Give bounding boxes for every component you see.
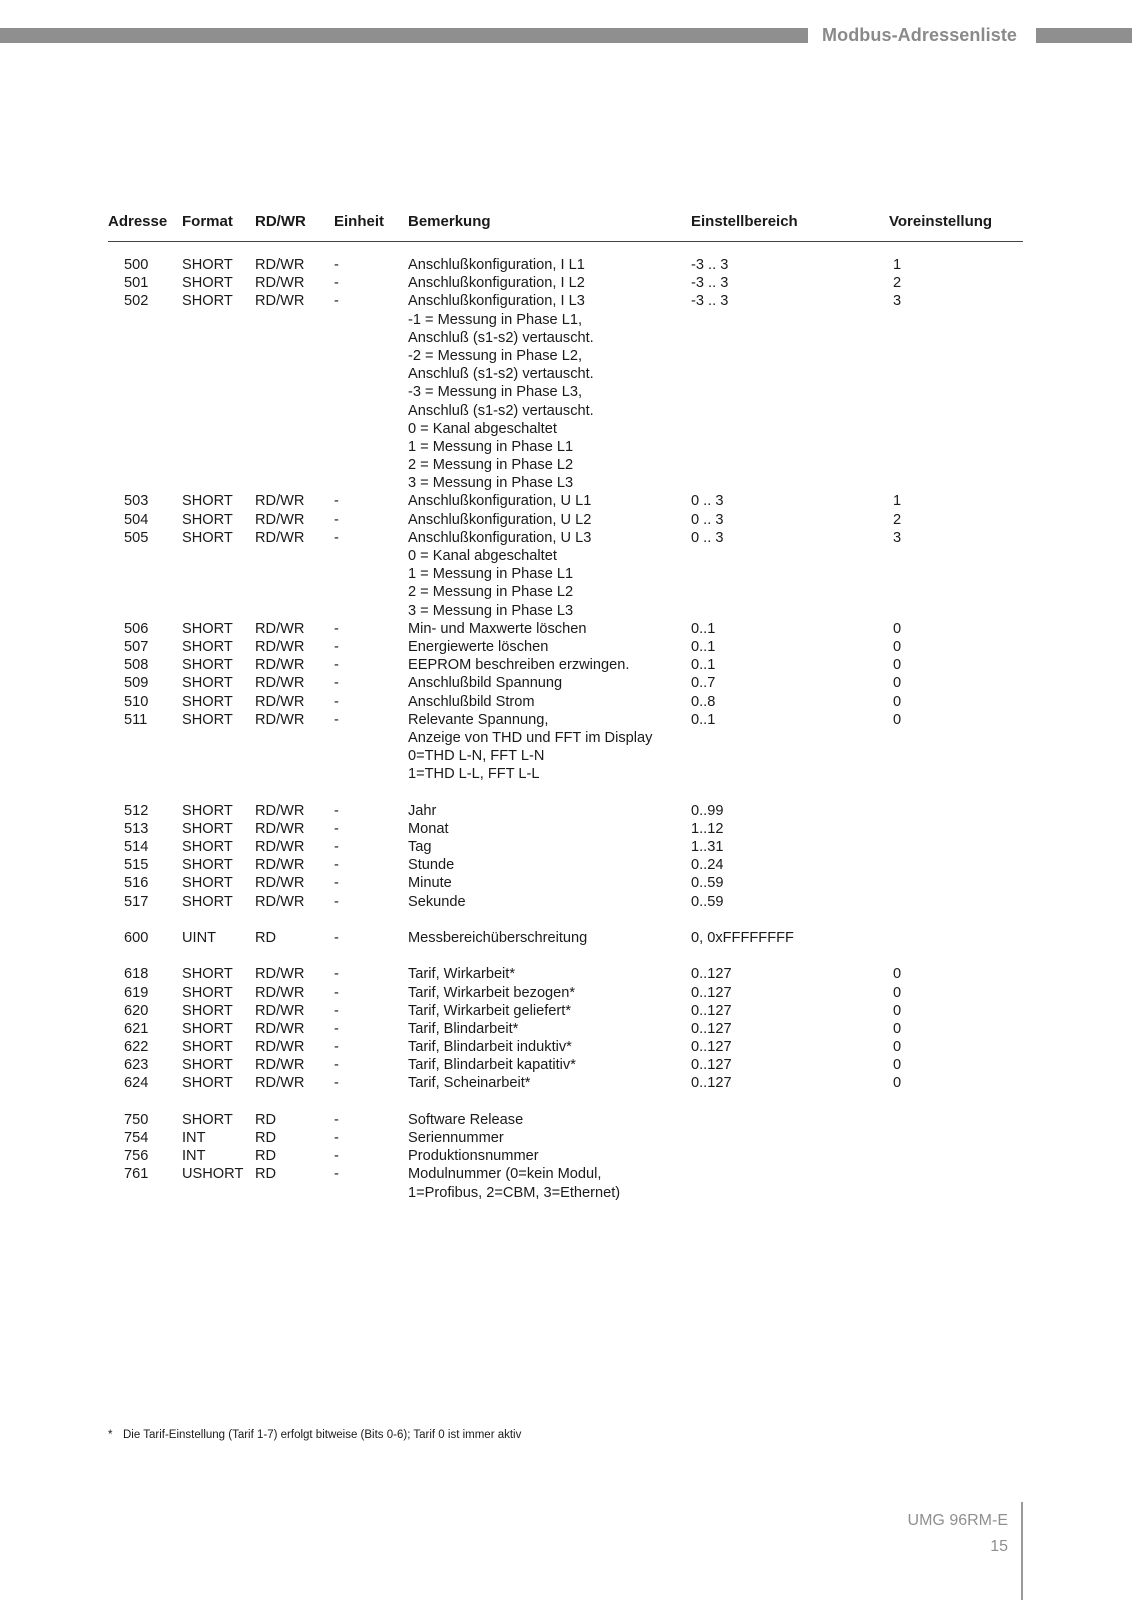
cell-unit: - — [334, 293, 339, 310]
cell-remark: 0 = Kanal abgeschaltet — [408, 548, 557, 564]
cell-rdwr: RD/WR — [255, 984, 305, 1001]
cell-remark: Tarif, Blindarbeit induktiv* — [408, 1039, 572, 1056]
cell-unit: - — [334, 638, 339, 655]
cell-default: 2 — [893, 511, 902, 528]
cell-remark: Anschlußkonfiguration, U L3 — [408, 529, 592, 546]
table-row — [0, 529, 1132, 547]
cell-address: 516 — [124, 875, 149, 892]
cell-unit: - — [334, 493, 339, 510]
cell-remark: EEPROM beschreiben erzwingen. — [408, 657, 630, 674]
cell-rdwr: RD/WR — [255, 675, 305, 692]
table-row — [0, 402, 1132, 420]
cell-remark: Seriennummer — [408, 1130, 504, 1146]
table-row — [0, 1129, 1132, 1147]
table-row — [0, 1038, 1132, 1056]
cell-remark: -1 = Messung in Phase L1, — [408, 311, 583, 328]
cell-address: 501 — [124, 275, 149, 292]
cell-address: 517 — [124, 893, 149, 910]
cell-remark: Software Release — [408, 1111, 524, 1128]
table-row — [0, 674, 1132, 692]
cell-format: SHORT — [182, 675, 233, 692]
cell-rdwr: RD — [255, 1166, 277, 1183]
cell-range: 0..127 — [691, 1020, 732, 1037]
column-header-default: Voreinstellung — [889, 213, 993, 230]
footnote-text: Die Tarif-Einstellung (Tarif 1-7) erfolgt bitweise (Bits 0-6); Tarif 0 ist immer aktiv — [123, 1429, 522, 1441]
table-body — [0, 256, 1132, 1202]
cell-format: SHORT — [182, 293, 233, 310]
cell-remark: Anschlußkonfiguration, U L2 — [408, 511, 592, 528]
cell-unit: - — [334, 1002, 339, 1019]
cell-range: 0..59 — [691, 893, 724, 910]
cell-rdwr: RD/WR — [255, 802, 305, 819]
cell-range: 0..1 — [691, 620, 716, 637]
cell-remark: Sekunde — [408, 893, 466, 910]
table-row — [0, 638, 1132, 656]
cell-rdwr: RD/WR — [255, 966, 305, 983]
cell-address: 761 — [124, 1166, 149, 1183]
cell-rdwr: RD/WR — [255, 1057, 305, 1074]
cell-format: SHORT — [182, 1057, 233, 1074]
cell-format: USHORT — [182, 1166, 244, 1183]
cell-address: 600 — [124, 929, 149, 946]
cell-unit: - — [334, 929, 339, 946]
cell-remark: Jahr — [408, 802, 437, 819]
cell-unit: - — [334, 893, 339, 910]
cell-unit: - — [334, 257, 339, 273]
cell-format: SHORT — [182, 529, 233, 546]
cell-default: 0 — [893, 1057, 902, 1074]
cell-rdwr: RD/WR — [255, 857, 305, 874]
cell-address: 505 — [124, 529, 149, 546]
footer-divider — [1021, 1502, 1023, 1600]
page-number: 15 — [990, 1538, 1008, 1555]
cell-range: 0..7 — [691, 675, 716, 692]
cell-range: 0..59 — [691, 875, 724, 892]
cell-unit: - — [334, 693, 339, 710]
table-row — [0, 1147, 1132, 1165]
cell-range: 0..127 — [691, 1002, 732, 1019]
cell-address: 511 — [124, 711, 148, 728]
cell-rdwr: RD/WR — [255, 529, 305, 546]
cell-unit: - — [334, 1166, 339, 1183]
cell-default: 0 — [893, 675, 902, 692]
cell-unit: - — [334, 1148, 339, 1165]
cell-default: 0 — [893, 620, 902, 637]
cell-unit: - — [334, 966, 339, 983]
cell-format: SHORT — [182, 657, 233, 674]
cell-format: SHORT — [182, 638, 233, 655]
cell-format: SHORT — [182, 802, 233, 819]
cell-remark: Messbereichüberschreitung — [408, 929, 588, 946]
cell-unit: - — [334, 529, 339, 546]
cell-address: 503 — [124, 493, 149, 510]
cell-remark: Relevante Spannung, — [408, 711, 549, 728]
cell-format: SHORT — [182, 857, 233, 874]
cell-address: 623 — [124, 1057, 149, 1074]
cell-range: 0..1 — [691, 657, 716, 674]
table-row — [0, 547, 1132, 565]
cell-unit: - — [334, 1075, 339, 1092]
cell-default: 2 — [893, 275, 902, 292]
cell-rdwr: RD/WR — [255, 711, 305, 728]
cell-remark: 3 = Messung in Phase L3 — [408, 475, 574, 492]
cell-default: 0 — [893, 1039, 902, 1056]
cell-address: 506 — [124, 620, 149, 637]
cell-rdwr: RD/WR — [255, 511, 305, 528]
cell-format: SHORT — [182, 984, 233, 1001]
cell-format: SHORT — [182, 275, 233, 292]
cell-rdwr: RD/WR — [255, 1020, 305, 1037]
footnote-marker: * — [108, 1429, 113, 1441]
cell-address: 514 — [124, 839, 149, 855]
header-title: Modbus-Adressenliste — [822, 25, 1018, 45]
cell-format: SHORT — [182, 839, 233, 855]
cell-unit: - — [334, 1111, 339, 1128]
table-row — [0, 274, 1132, 292]
table-row — [0, 929, 1132, 947]
cell-range: 1..12 — [691, 820, 724, 837]
cell-address: 504 — [124, 511, 149, 528]
cell-range: 0 .. 3 — [691, 511, 724, 528]
cell-range: 0, 0xFFFFFFFF — [691, 929, 794, 946]
cell-remark: 1=Profibus, 2=CBM, 3=Ethernet) — [408, 1184, 621, 1201]
cell-remark: -3 = Messung in Phase L3, — [408, 384, 583, 401]
table-row — [0, 711, 1132, 729]
cell-rdwr: RD/WR — [255, 693, 305, 710]
cell-format: SHORT — [182, 1039, 233, 1056]
cell-range: 0 .. 3 — [691, 529, 724, 546]
cell-default: 0 — [893, 657, 902, 674]
cell-remark: Produktionsnummer — [408, 1148, 539, 1165]
cell-remark: 0 = Kanal abgeschaltet — [408, 420, 557, 437]
table-row — [0, 729, 1132, 747]
cell-address: 624 — [124, 1075, 149, 1092]
cell-rdwr: RD/WR — [255, 1039, 305, 1056]
cell-remark: Tarif, Wirkarbeit* — [408, 966, 516, 983]
cell-format: SHORT — [182, 493, 233, 510]
cell-format: SHORT — [182, 1075, 233, 1092]
cell-format: INT — [182, 1130, 206, 1146]
cell-unit: - — [334, 620, 339, 637]
cell-default: 0 — [893, 638, 902, 655]
header-bar-right — [1036, 28, 1132, 43]
table-row — [0, 838, 1132, 856]
cell-unit: - — [334, 657, 339, 674]
cell-remark: Tarif, Blindarbeit* — [408, 1020, 519, 1037]
cell-address: 619 — [124, 984, 149, 1001]
table-row — [0, 438, 1132, 456]
cell-range: 0..1 — [691, 638, 716, 655]
cell-rdwr: RD/WR — [255, 1075, 305, 1092]
cell-remark: Stunde — [408, 857, 455, 874]
cell-address: 509 — [124, 675, 149, 692]
cell-format: SHORT — [182, 875, 233, 892]
cell-remark: -2 = Messung in Phase L2, — [408, 347, 583, 364]
row-gap — [0, 911, 1132, 929]
cell-remark: Anschlußkonfiguration, I L3 — [408, 293, 585, 310]
cell-remark: Tarif, Blindarbeit kapatitiv* — [408, 1057, 576, 1074]
cell-remark: Anschlußkonfiguration, U L1 — [408, 493, 592, 510]
cell-remark: Monat — [408, 820, 449, 837]
cell-rdwr: RD — [255, 1148, 277, 1165]
cell-range: 0..1 — [691, 711, 716, 728]
table-row — [0, 420, 1132, 438]
cell-remark: Anzeige von THD und FFT im Display — [408, 729, 653, 746]
cell-unit: - — [334, 820, 339, 837]
cell-default: 1 — [893, 257, 902, 273]
footnote — [108, 1429, 521, 1441]
cell-unit: - — [334, 857, 339, 874]
table-row — [0, 1184, 1132, 1202]
table-row — [0, 1165, 1132, 1183]
cell-format: SHORT — [182, 820, 233, 837]
cell-rdwr: RD/WR — [255, 493, 305, 510]
cell-address: 510 — [124, 693, 149, 710]
table-row — [0, 1002, 1132, 1020]
cell-range: 0..8 — [691, 693, 716, 710]
cell-range: 0..127 — [691, 966, 732, 983]
cell-address: 515 — [124, 857, 149, 874]
cell-address: 622 — [124, 1039, 149, 1056]
column-header-unit: Einheit — [334, 213, 385, 230]
cell-rdwr: RD/WR — [255, 1002, 305, 1019]
cell-format: SHORT — [182, 693, 233, 710]
cell-unit: - — [334, 1130, 339, 1146]
cell-rdwr: RD/WR — [255, 293, 305, 310]
cell-rdwr: RD/WR — [255, 839, 305, 855]
cell-range: -3 .. 3 — [691, 257, 729, 273]
cell-format: SHORT — [182, 711, 233, 728]
table-row — [0, 656, 1132, 674]
cell-rdwr: RD — [255, 1111, 277, 1128]
table-row — [0, 492, 1132, 510]
cell-remark: Anschluß (s1-s2) vertauscht. — [408, 366, 594, 383]
cell-address: 620 — [124, 1002, 149, 1019]
table-row — [0, 874, 1132, 892]
cell-address: 502 — [124, 293, 149, 310]
cell-address: 618 — [124, 966, 149, 983]
table-row — [0, 602, 1132, 620]
cell-format: SHORT — [182, 966, 233, 983]
cell-unit: - — [334, 1020, 339, 1037]
table-row — [0, 583, 1132, 601]
cell-remark: 1=THD L-L, FFT L-L — [408, 766, 540, 783]
cell-default: 0 — [893, 693, 902, 710]
cell-range: -3 .. 3 — [691, 293, 729, 310]
cell-unit: - — [334, 675, 339, 692]
table-row — [0, 820, 1132, 838]
cell-rdwr: RD/WR — [255, 638, 305, 655]
cell-unit: - — [334, 275, 339, 292]
cell-unit: - — [334, 1039, 339, 1056]
table-row — [0, 965, 1132, 983]
cell-default: 0 — [893, 984, 902, 1001]
cell-address: 508 — [124, 657, 149, 674]
cell-address: 756 — [124, 1148, 149, 1165]
row-gap — [0, 1093, 1132, 1111]
cell-rdwr: RD/WR — [255, 893, 305, 910]
cell-remark: 2 = Messung in Phase L2 — [408, 457, 574, 474]
table-row — [0, 256, 1132, 274]
cell-default: 0 — [893, 711, 902, 728]
table-row — [0, 292, 1132, 310]
row-gap — [0, 947, 1132, 965]
table-row — [0, 329, 1132, 347]
cell-rdwr: RD/WR — [255, 820, 305, 837]
cell-range: 0..127 — [691, 1057, 732, 1074]
cell-remark: Energiewerte löschen — [408, 638, 549, 655]
column-header-rdwr: RD/WR — [255, 213, 306, 230]
cell-remark: Tag — [408, 839, 432, 855]
cell-remark: Anschlußbild Strom — [408, 693, 535, 710]
column-header-remark: Bemerkung — [408, 213, 491, 230]
cell-rdwr: RD — [255, 1130, 277, 1146]
cell-address: 750 — [124, 1111, 149, 1128]
cell-format: SHORT — [182, 620, 233, 637]
cell-address: 513 — [124, 820, 149, 837]
column-header-address: Adresse — [108, 213, 168, 230]
cell-address: 754 — [124, 1130, 149, 1146]
cell-address: 507 — [124, 638, 149, 655]
cell-remark: Tarif, Scheinarbeit* — [408, 1075, 531, 1092]
cell-unit: - — [334, 511, 339, 528]
cell-remark: Minute — [408, 875, 452, 892]
cell-range: -3 .. 3 — [691, 275, 729, 292]
cell-range: 0..127 — [691, 1039, 732, 1056]
cell-format: SHORT — [182, 893, 233, 910]
cell-rdwr: RD/WR — [255, 620, 305, 637]
cell-format: INT — [182, 1148, 206, 1165]
header-bar-left — [0, 28, 808, 43]
table-row — [0, 1074, 1132, 1092]
cell-range: 0..24 — [691, 857, 724, 874]
cell-format: SHORT — [182, 1111, 233, 1128]
cell-remark: Tarif, Wirkarbeit bezogen* — [408, 984, 576, 1001]
cell-remark: 0=THD L-N, FFT L-N — [408, 748, 545, 765]
table-row — [0, 856, 1132, 874]
cell-default: 0 — [893, 966, 902, 983]
table-row — [0, 1111, 1132, 1129]
cell-format: SHORT — [182, 257, 233, 273]
cell-rdwr: RD/WR — [255, 275, 305, 292]
table-row — [0, 365, 1132, 383]
cell-remark: Anschlußbild Spannung — [408, 675, 563, 692]
table-row — [0, 984, 1132, 1002]
cell-default: 1 — [893, 493, 902, 510]
cell-default: 0 — [893, 1020, 902, 1037]
cell-remark: Anschluß (s1-s2) vertauscht. — [408, 329, 594, 346]
cell-remark: Min- und Maxwerte löschen — [408, 620, 587, 637]
cell-range: 1..31 — [691, 839, 724, 855]
table-row — [0, 693, 1132, 711]
cell-unit: - — [334, 984, 339, 1001]
cell-range: 0..127 — [691, 984, 732, 1001]
column-header-range: Einstellbereich — [691, 213, 798, 230]
cell-unit: - — [334, 1057, 339, 1074]
cell-default: 0 — [893, 1002, 902, 1019]
cell-remark: Anschlußkonfiguration, I L1 — [408, 257, 585, 273]
cell-range: 0..127 — [691, 1075, 732, 1092]
cell-default: 3 — [893, 293, 902, 310]
table-row — [0, 1056, 1132, 1074]
table-row — [0, 511, 1132, 529]
table-row — [0, 383, 1132, 401]
cell-unit: - — [334, 839, 339, 855]
cell-unit: - — [334, 875, 339, 892]
table-row — [0, 565, 1132, 583]
table-row — [0, 474, 1132, 492]
table-header — [108, 213, 1023, 242]
cell-format: SHORT — [182, 1020, 233, 1037]
table-row — [0, 1020, 1132, 1038]
table-row — [0, 747, 1132, 765]
cell-default: 3 — [893, 529, 902, 546]
cell-rdwr: RD/WR — [255, 875, 305, 892]
table-row — [0, 347, 1132, 365]
cell-address: 621 — [124, 1020, 149, 1037]
cell-range: 0..99 — [691, 802, 724, 819]
cell-remark: Anschluß (s1-s2) vertauscht. — [408, 402, 594, 419]
cell-remark: Tarif, Wirkarbeit geliefert* — [408, 1002, 572, 1019]
cell-remark: 1 = Messung in Phase L1 — [408, 438, 574, 455]
cell-rdwr: RD — [255, 929, 277, 946]
cell-unit: - — [334, 711, 339, 728]
cell-remark: Anschlußkonfiguration, I L2 — [408, 275, 585, 292]
table-row — [0, 802, 1132, 820]
cell-format: UINT — [182, 929, 217, 946]
table-row — [0, 893, 1132, 911]
column-header-format: Format — [182, 213, 233, 230]
table-row — [0, 456, 1132, 474]
row-gap — [0, 783, 1132, 801]
cell-remark: Modulnummer (0=kein Modul, — [408, 1166, 602, 1183]
cell-address: 500 — [124, 257, 149, 273]
footer-model: UMG 96RM-E — [907, 1512, 1008, 1529]
table-row — [0, 311, 1132, 329]
cell-remark: 1 = Messung in Phase L1 — [408, 566, 574, 583]
cell-remark: 2 = Messung in Phase L2 — [408, 584, 574, 601]
table-row — [0, 765, 1132, 783]
cell-rdwr: RD/WR — [255, 657, 305, 674]
cell-format: SHORT — [182, 511, 233, 528]
table-row — [0, 620, 1132, 638]
cell-remark: 3 = Messung in Phase L3 — [408, 602, 574, 619]
cell-default: 0 — [893, 1075, 902, 1092]
cell-format: SHORT — [182, 1002, 233, 1019]
cell-rdwr: RD/WR — [255, 257, 305, 273]
cell-unit: - — [334, 802, 339, 819]
cell-range: 0 .. 3 — [691, 493, 724, 510]
cell-address: 512 — [124, 802, 149, 819]
